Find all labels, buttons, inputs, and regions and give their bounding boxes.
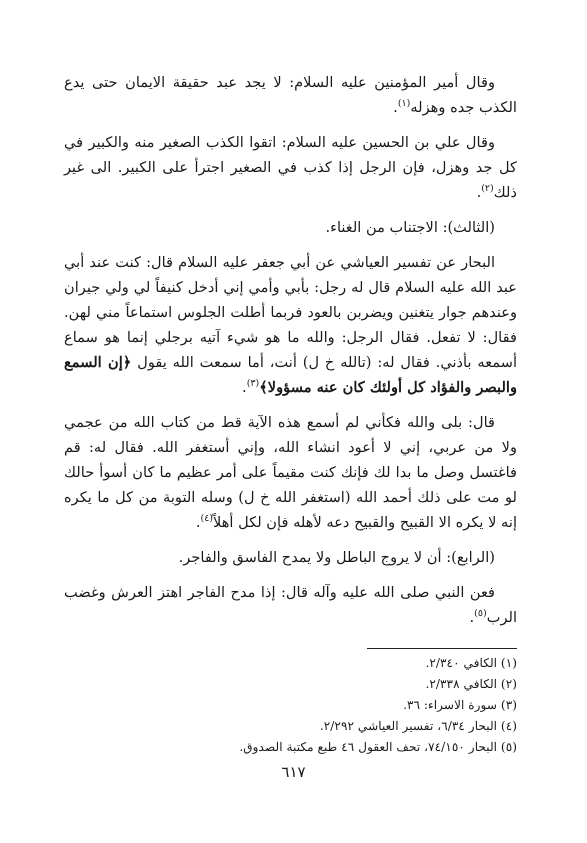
paragraph-end: .: [393, 99, 398, 116]
paragraph-end: .: [195, 514, 201, 531]
paragraph-text: وقال أمير المؤمنين عليه السلام: لا يجد عبد حقيقة الايمان حتى يدع الكذب جده وهزله: [64, 74, 517, 116]
footnote-ref-3[interactable]: (٣): [246, 378, 260, 390]
paragraph-end: .: [476, 184, 482, 201]
paragraph-end: .: [242, 379, 247, 396]
paragraph-text: فعن النبي صلى الله عليه وآله قال: إذا مدح الفاجر اهتز العرش وغضب الرب: [64, 584, 517, 626]
footnote-ref-5[interactable]: (٥): [474, 608, 487, 620]
page-number: ٦١٧: [281, 763, 306, 781]
footnote-4: (٤) البحار ٦/٣٤، تفسير العياشي ٢/٢٩٢.: [319, 719, 517, 733]
footnote-5: (٥) البحار ٧٤/١٥٠، تحف العقول ٤٦ طبع مكتبة الصدوق.: [239, 740, 517, 754]
heading-text: (الرابع): أن لا يروج الباطل ولا يمدح الفاسق والفاجر.: [178, 549, 495, 566]
footnote-ref-2[interactable]: (٢): [481, 183, 494, 195]
footnote-ref-4[interactable]: (٤): [200, 513, 214, 525]
footnote-2: (٢) الكافي ٢/٣٣٨.: [425, 677, 517, 691]
main-text: [64, 70, 517, 630]
section-heading-fourth: [64, 545, 517, 570]
paragraph-1: [64, 70, 517, 120]
paragraph-text: البحار عن تفسير العياشي عن أبي جعفر عليه السلام قال: كنت عند أبي عبد الله عليه السلام قال له رجل: بأبي وأمي إني أدخل كنيفاً لي ولي جيران وعندهم جوار يتغنين ويضربن بالعود فربما أطلت الجلوس استماعاً مني لهن. فقال: لا تفعل. فقال الرجل: والله ما هو شيء آتيه برجلي إنما هو سماع أسمعه بأذني. فقال له: (تالله خ ل) أنت، أما سمعت الله يقول: [64, 254, 517, 371]
heading-text: (الثالث): الاجتناب من الغناء.: [325, 219, 495, 236]
footnote-1: (١) الكافي ٢/٣٤٠.: [425, 656, 517, 670]
paragraph-2: [64, 130, 517, 205]
paragraph-3: [64, 250, 517, 400]
footnote-divider: [367, 648, 517, 649]
paragraph-text: وقال علي بن الحسين عليه السلام: اتقوا الكذب الصغير منه والكبير في كل جد وهزل، فإن الرجل إذا كذب في الصغير اجترأ على الكبير. الى غير ذلك: [64, 134, 517, 201]
quran-verse: ﴿إن السمع والبصر والفؤاد كل أولئك كان عنه مسؤولا﴾: [64, 354, 517, 396]
footnotes: [64, 653, 517, 758]
section-heading-third: [64, 215, 517, 240]
paragraph-5: [64, 580, 517, 630]
paragraph-text: قال: بلى والله فكأني لم أسمع هذه الآية قط من كتاب الله من عجمي ولا من عربي، إني لا أعود انشاء الله، وإني أستغفر الله. فقال له: قم فاغتسل وصل ما بدا لك فإنك كنت مقيماً على أمر عظيم ما كان أسوأ حالك لو مت على ذلك أحمد الله (استغفر الله خ ل) وسله التوبة من كل ما يكره إنه لا يكره الا القبيح والقبيح دعه لأهله فإن لكل أهلاً: [64, 414, 517, 531]
paragraph-end: .: [469, 609, 475, 626]
footnote-3: (٣) سورة الاسراء: ٣٦.: [403, 698, 517, 712]
paragraph-4: [64, 410, 517, 535]
footnote-ref-1[interactable]: (١): [397, 98, 411, 110]
